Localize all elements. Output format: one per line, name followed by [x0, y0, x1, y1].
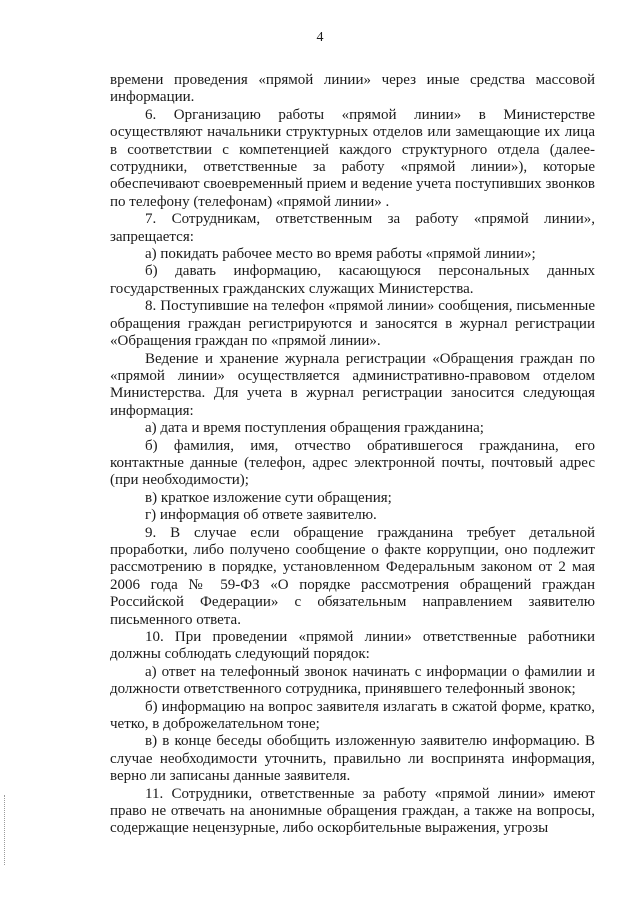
paragraph: г) информация об ответе заявителю.: [145, 507, 377, 524]
margin-scan-marks: [4, 795, 13, 865]
paragraph: времени проведения «прямой линии» через иные средства массовой информации.: [110, 72, 595, 106]
paragraph: б) фамилия, имя, отчество обратившегося гражданина, его контактные данные (телефон, адрес электронной почты, почтовый адрес (при необходимости);: [110, 437, 595, 489]
paragraph: 11. Сотрудники, ответственные за работу «прямой линии» имеют право не отвечать на анонимные обращения граждан, а также на вопросы, содержащие нецензурные, либо оскорбительные выражения, угрозы: [110, 785, 595, 837]
page-number: 4: [316, 30, 324, 45]
paragraph: 7. Сотрудникам, ответственным за работу «прямой линии», запрещается:: [110, 211, 595, 245]
paragraph: в) краткое изложение сути обращения;: [145, 489, 392, 506]
paragraph: в) в конце беседы обобщить изложенную заявителю информацию. В случае необходимости уточнить, правильно ли воспринята информация, верно ли записаны данные заявителя.: [110, 733, 595, 785]
paragraph: 8. Поступившие на телефон «прямой линии» сообщения, письменные обращения граждан регистрируются и заносятся в журнал регистрации «Обращения граждан по «прямой линии».: [110, 298, 595, 350]
paragraph: б) информацию на вопрос заявителя излагать в сжатой форме, кратко, четко, в доброжелательном тоне;: [110, 698, 595, 733]
paragraph: а) ответ на телефонный звонок начинать с информации о фамилии и должности ответственного сотрудника, принявшего телефонный звонок;: [110, 663, 595, 698]
paragraph: б) давать информацию, касающуюся персональных данных государственных гражданских служащих Министерства.: [110, 263, 595, 297]
paragraph: Ведение и хранение журнала регистрации «Обращения граждан по «прямой линии» осуществляется административно-правовом отделом Министерства. Для учета в журнал регистрации заносится следующая информация:: [110, 350, 595, 419]
document-body: [110, 72, 595, 838]
paragraph: а) покидать рабочее место во время работы «прямой линии»;: [145, 246, 536, 263]
paragraph: 10. При проведении «прямой линии» ответственные работники должны соблюдать следующий порядок:: [110, 629, 595, 663]
paragraph: а) дата и время поступления обращения гражданина;: [145, 420, 484, 437]
paragraph: 6. Организацию работы «прямой линии» в Министерстве осуществляют начальники структурных отделов или замещающие их лица в соответствии с компетенцией каждого структурного отдела (далее-сотрудники, ответственные за работу «прямой линии»), которые обеспечивают своевременный прием и ведение учета поступивших звонков по телефону (телефонам) «прямой линии» .: [110, 106, 595, 210]
paragraph: 9. В случае если обращение гражданина требует детальной проработки, либо получено сообщение о факте коррупции, оно подлежит рассмотрению в порядке, установленном Федеральным законом от 2 мая 2006 года № 59-ФЗ «О порядке рассмотрения обращений граждан Российской Федерации» с обязательным направлением заявителю письменного ответа.: [110, 524, 595, 628]
